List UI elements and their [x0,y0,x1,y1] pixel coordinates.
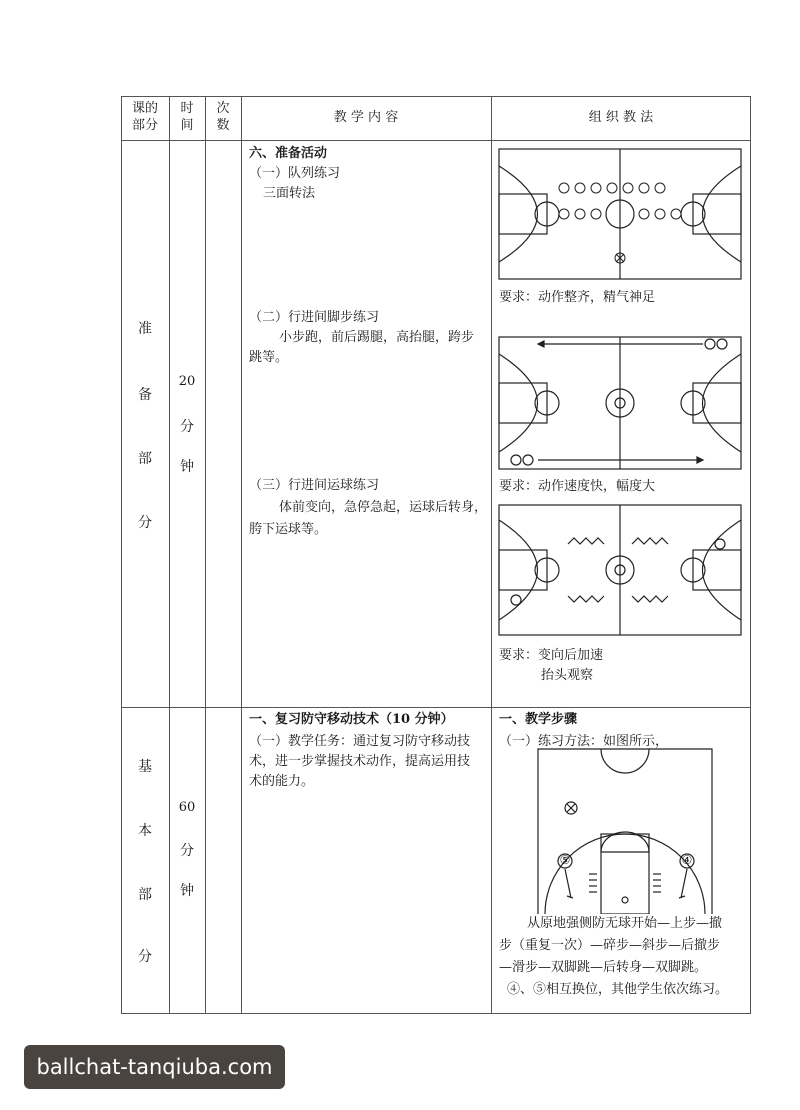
header-part [121,100,169,134]
prep-s1-body: 三面转法 [263,186,316,201]
header-time-line1: 时 [180,101,194,116]
basic-task-line1: （一）教学任务：通过复习防守移动技 [249,734,471,749]
court-diagram-defense [537,748,713,914]
prep-time-value: 20 [178,374,196,389]
header-method: 组 织 教 法 [588,110,654,125]
watermark-badge: ballchat-tanqiuba.com [24,1045,285,1089]
table-border-left [121,96,122,1014]
table-border-bottom [121,1013,751,1014]
court-diagram-dribbling [498,504,742,636]
header-time-line2: 间 [180,118,194,133]
basic-method-sub: （一）练习方法：如图所示， [499,734,669,749]
prep-s2-body-2: 跳等。 [249,350,289,365]
col-divider-4 [491,96,492,1014]
prep-s2-body-1: 小步跑，前后踢腿，高抬腿，跨步 [279,330,475,345]
prep-req-2: 要求：动作速度快，幅度大 [499,479,656,494]
prep-s3-body-2: 胯下运球等。 [249,522,328,537]
col-divider-1 [169,96,170,1014]
prep-s2-title: （二）行进间脚步练习 [249,310,380,325]
basic-part-char-4: 分 [138,949,152,965]
header-time [169,100,205,134]
basic-part-char-1: 基 [138,759,152,775]
header-part-line2: 部分 [131,118,158,133]
player-5-label: ⑤ [559,853,571,867]
header-content: 教 学 内 容 [333,110,399,125]
prep-req-3-line1: 要求：变向后加速 [499,648,604,663]
basic-desc-line4: ④、⑤相互换位，其他学生依次练习。 [507,982,729,997]
col-divider-3 [241,96,242,1014]
prep-title: 六、准备活动 [249,146,328,161]
basic-time-value: 60 [178,800,196,815]
prep-s1-title: （一）队列练习 [249,166,341,181]
basic-time-unit-1: 分 [180,843,194,859]
section-divider [121,707,751,708]
court-diagram-formation [498,148,742,280]
header-count-line2: 数 [216,118,230,133]
prep-s3-body-1: 体前变向，急停急起，运球后转身， [279,500,488,515]
basic-time-unit-2: 钟 [180,883,194,899]
header-count-line1: 次 [216,101,230,116]
header-count [205,100,241,134]
table-border-top [121,96,751,97]
header-divider [121,140,751,141]
basic-title: 一、复习防守移动技术（10 分钟） [249,712,454,727]
prep-part-char-2: 备 [138,387,152,403]
prep-part-char-4: 分 [138,515,152,531]
basic-desc-line2: 步（重复一次）—碎步—斜步—后撤步 [499,938,721,953]
table-border-right [750,96,751,1014]
basic-part-char-3: 部 [138,887,152,903]
basic-desc-line3: —滑步—双脚跳—后转身—双脚跳。 [499,960,708,975]
prep-req-3-line2: 抬头观察 [541,668,594,683]
col-divider-2 [205,96,206,1014]
header-part-line1: 课的 [131,101,158,116]
basic-desc-line1: 从原地强侧防无球开始—上步—撤 [527,916,723,931]
basic-task-line3: 术的能力。 [249,774,315,789]
basic-task-line2: 术，进一步掌握技术动作，提高运用技 [249,754,471,769]
player-4-label: ④ [681,853,693,867]
prep-time-unit-1: 分 [180,419,194,435]
basic-part-char-2: 本 [138,823,152,839]
basic-method-title: 一、教学步骤 [499,712,578,727]
prep-req-1: 要求：动作整齐，精气神足 [499,290,656,305]
prep-s3-title: （三）行进间运球练习 [249,478,380,493]
prep-part-char-1: 准 [138,321,152,337]
prep-time-unit-2: 钟 [180,459,194,475]
court-diagram-footwork [498,336,742,470]
prep-part-char-3: 部 [138,451,152,467]
